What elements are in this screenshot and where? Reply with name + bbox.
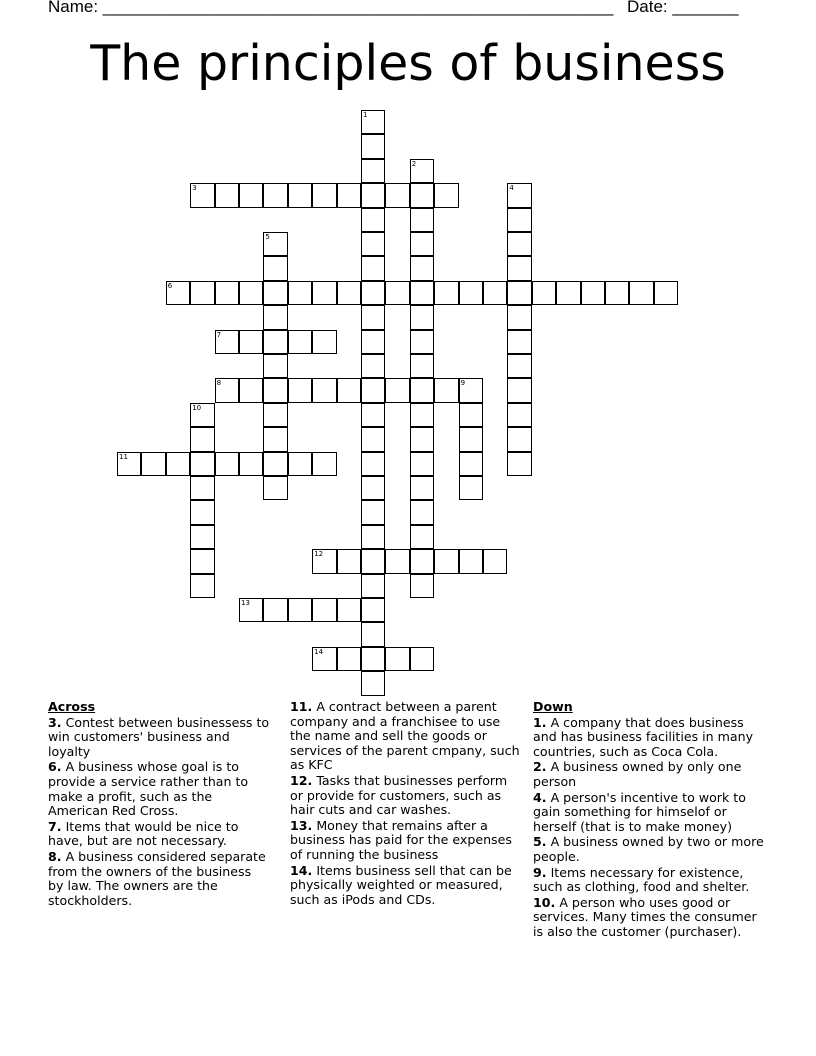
crossword-cell[interactable] [263,427,287,451]
crossword-cell[interactable] [361,354,385,378]
crossword-cell[interactable] [337,598,361,622]
clue-item [533,716,768,760]
crossword-cell[interactable] [263,598,287,622]
crossword-cell[interactable] [263,256,287,280]
clue-number: 12 [314,550,324,559]
clue-item-number: 9. [533,864,547,880]
clue-item-number: 14. [290,862,313,878]
crossword-cell[interactable] [459,403,483,427]
crossword-cell[interactable] [507,330,531,354]
crossword-cell[interactable] [361,598,385,622]
crossword-cell[interactable] [288,281,312,305]
clue-item-text: A contract between a parent company and a franchisee to use the name and sell the goods or services of the parent cmpany, such as KFC [290,699,520,773]
crossword-cell[interactable] [410,452,434,476]
clue-item-text: Items that would be nice to have, but are not necessary. [48,818,239,849]
crossword-cell[interactable] [288,183,312,207]
crossword-cell[interactable] [361,549,385,573]
crossword-cell[interactable] [263,378,287,402]
clue-number: 6 [167,281,173,290]
clue-item [533,760,768,789]
clue-item-text: Tasks that businesses perform or provide for customers, such as hair cuts and car washes. [290,772,508,818]
crossword-cell[interactable] [410,378,434,402]
clue-item [290,864,520,908]
crossword-cell[interactable] [239,452,263,476]
crossword-cell[interactable] [361,403,385,427]
across-clues-continued [290,700,520,908]
crossword-cell[interactable] [385,183,409,207]
crossword-cell[interactable] [288,452,312,476]
clue-item [290,819,520,863]
crossword-cell[interactable] [263,183,287,207]
crossword-cell[interactable] [361,452,385,476]
crossword-cell[interactable] [190,427,214,451]
crossword-cell[interactable] [215,330,239,354]
clue-number: 5 [265,233,270,241]
clue-item-number: 8. [48,848,62,864]
crossword-cell[interactable] [190,549,214,573]
clue-number: 8 [216,379,222,388]
crossword-cell[interactable] [410,330,434,354]
crossword-cell[interactable] [190,574,214,598]
crossword-cell[interactable] [410,159,434,183]
crossword-cell[interactable] [507,183,531,207]
crossword-cell[interactable] [263,330,287,354]
crossword-cell[interactable] [239,330,263,354]
crossword-cell[interactable] [312,647,336,671]
clue-item-text: A company that does business and has business facilities in many countries, such as Coca Cola. [533,714,754,759]
crossword-cell[interactable] [361,622,385,646]
crossword-cell[interactable] [459,452,483,476]
clue-item-text: Items business sell that can be physically weighted or measured, such as iPods and CDs. [290,862,512,907]
crossword-cell[interactable] [337,281,361,305]
crossword-cell[interactable] [190,452,214,476]
clue-number: 7 [216,330,222,339]
clue-number: 4 [509,184,514,193]
clue-item-text: A business owned by only one person [533,759,742,789]
crossword-cell[interactable] [263,476,287,500]
clue-item-number: 4. [533,789,547,805]
crossword-cell[interactable] [361,330,385,354]
clue-number: 2 [411,159,417,168]
crossword-cell[interactable] [385,281,409,305]
crossword-cell[interactable] [141,452,165,476]
crossword-cell[interactable] [263,403,287,427]
clue-number: 11 [119,452,128,461]
crossword-cell[interactable] [410,232,434,256]
crossword-cell[interactable] [581,281,605,305]
crossword-cell[interactable] [654,281,678,305]
crossword-cell[interactable] [459,549,483,573]
crossword-cell[interactable] [190,500,214,524]
crossword-cell[interactable] [410,549,434,573]
down-heading: Down [533,699,573,714]
crossword-cell[interactable] [361,500,385,524]
crossword-cell[interactable] [361,574,385,598]
crossword-cell[interactable] [385,549,409,573]
crossword-cell[interactable] [410,281,434,305]
clue-item-text: A person's incentive to work to gain something for himselof or herself (that is to make money) [533,789,746,834]
crossword-cell[interactable] [361,134,385,158]
clue-number: 1 [363,111,368,119]
crossword-cell[interactable] [361,671,385,695]
clue-item [533,866,768,895]
crossword-cell[interactable] [361,378,385,402]
crossword-cell[interactable] [215,378,239,402]
clue-item [48,716,270,760]
crossword-cell[interactable] [361,476,385,500]
crossword-cell[interactable] [361,256,385,280]
crossword-cell[interactable] [361,159,385,183]
crossword-cell[interactable] [410,647,434,671]
crossword-cell[interactable] [239,378,263,402]
crossword-cell[interactable] [410,305,434,329]
name-field-label: Name: ______________________________________________________ [48,0,614,16]
crossword-cell[interactable] [337,183,361,207]
crossword-cell[interactable] [312,598,336,622]
across-heading: Across [48,699,96,714]
crossword-cell[interactable] [361,281,385,305]
crossword-cell[interactable] [507,232,531,256]
crossword-cell[interactable] [507,256,531,280]
crossword-cell[interactable] [190,525,214,549]
clue-item [48,760,270,818]
crossword-cell[interactable] [434,183,458,207]
crossword-cell[interactable] [263,281,287,305]
crossword-cell[interactable] [605,281,629,305]
crossword-cell[interactable] [190,403,214,427]
crossword-cell[interactable] [312,452,336,476]
crossword-cell[interactable] [239,281,263,305]
page-title: The principles of business [90,35,726,92]
crossword-cell[interactable] [312,281,336,305]
clue-item-number: 3. [48,714,62,730]
crossword-cell[interactable] [190,476,214,500]
clue-item-number: 13. [290,817,313,833]
crossword-cell[interactable] [215,183,239,207]
crossword-cell[interactable] [507,354,531,378]
crossword-cell[interactable] [361,110,385,134]
crossword-cell[interactable] [459,378,483,402]
clue-item-number: 7. [48,818,62,834]
crossword-cell[interactable] [410,476,434,500]
crossword-cell[interactable] [239,598,263,622]
crossword-cell[interactable] [434,281,458,305]
clue-item-text: A business considered separate from the owners of the business by law. The owners are the stockholders. [48,848,266,908]
clue-item-text: Items necessary for existence, such as clothing, food and shelter. [533,864,750,895]
clue-item [290,700,520,773]
clue-item [533,791,768,835]
across-clues [48,700,270,909]
clue-item-text: Contest between businessess to win customers' business and loyalty [48,714,270,759]
crossword-cell[interactable] [337,549,361,573]
crossword-cell[interactable] [263,452,287,476]
clue-item [533,835,768,864]
crossword-cell[interactable] [166,452,190,476]
crossword-cell[interactable] [117,452,141,476]
crossword-cell[interactable] [410,256,434,280]
crossword-cell[interactable] [532,281,556,305]
crossword-cell[interactable] [459,281,483,305]
crossword-cell[interactable] [483,281,507,305]
crossword-cell[interactable] [215,452,239,476]
crossword-cell[interactable] [459,427,483,451]
crossword-cell[interactable] [312,183,336,207]
crossword-cell[interactable] [361,208,385,232]
crossword-cell[interactable] [312,330,336,354]
crossword-cell[interactable] [190,183,214,207]
crossword-cell[interactable] [361,305,385,329]
crossword-cell[interactable] [507,281,531,305]
down-clues [533,700,768,941]
crossword-cell[interactable] [288,378,312,402]
clue-item-text: A person who uses good or services. Many times the consumer is also the customer (purchaser). [533,894,757,939]
crossword-cell[interactable] [410,525,434,549]
crossword-cell[interactable] [507,403,531,427]
clue-item [48,850,270,908]
crossword-cell[interactable] [410,403,434,427]
crossword-cell[interactable] [361,183,385,207]
crossword-cell[interactable] [507,378,531,402]
clue-item-number: 2. [533,759,547,775]
clue-item-text: Money that remains after a business has paid for the expenses of running the business [290,817,512,862]
crossword-cell[interactable] [361,232,385,256]
crossword-cell[interactable] [410,574,434,598]
crossword-cell[interactable] [434,549,458,573]
crossword-cell[interactable] [263,354,287,378]
crossword-cell[interactable] [507,305,531,329]
crossword-cell[interactable] [239,183,263,207]
crossword-cell[interactable] [507,452,531,476]
crossword-cell[interactable] [288,330,312,354]
crossword-cell[interactable] [483,549,507,573]
crossword-cell[interactable] [385,378,409,402]
crossword-cell[interactable] [288,598,312,622]
clue-item [48,820,270,849]
crossword-cell[interactable] [459,476,483,500]
crossword-cell[interactable] [263,305,287,329]
clue-number: 9 [460,379,466,388]
crossword-cell[interactable] [337,378,361,402]
crossword-cell[interactable] [507,208,531,232]
crossword-cell[interactable] [190,281,214,305]
crossword-cell[interactable] [263,232,287,256]
crossword-cell[interactable] [361,427,385,451]
crossword-cell[interactable] [312,378,336,402]
crossword-cell[interactable] [385,647,409,671]
crossword-cell[interactable] [337,647,361,671]
crossword-cell[interactable] [410,183,434,207]
crossword-cell[interactable] [507,427,531,451]
crossword-cell[interactable] [215,281,239,305]
crossword-cell[interactable] [410,427,434,451]
crossword-cell[interactable] [166,281,190,305]
clue-item-number: 11. [290,699,313,714]
crossword-cell[interactable] [312,549,336,573]
crossword-cell[interactable] [410,500,434,524]
date-field-label: Date: _______ [627,0,739,16]
clue-item-number: 1. [533,714,547,730]
clue-item-number: 5. [533,834,547,850]
crossword-cell[interactable] [434,378,458,402]
clue-number: 3 [192,184,197,193]
clue-item-text: A business whose goal is to provide a service rather than to make a profit, such as the American Red Cross. [48,759,249,819]
crossword-cell[interactable] [410,208,434,232]
crossword-cell[interactable] [361,525,385,549]
clue-number: 10 [192,403,202,412]
clue-item-number: 10. [533,894,556,910]
clue-item-number: 12. [290,772,313,788]
clue-item [533,896,768,940]
crossword-cell[interactable] [629,281,653,305]
crossword-cell[interactable] [410,354,434,378]
crossword-cell[interactable] [361,647,385,671]
clue-item-text: A business owned by two or more people. [533,834,764,864]
clue-number: 14 [314,647,324,656]
clue-number: 13 [241,599,250,607]
clue-item-number: 6. [48,759,62,775]
clue-item [290,774,520,818]
crossword-cell[interactable] [556,281,580,305]
